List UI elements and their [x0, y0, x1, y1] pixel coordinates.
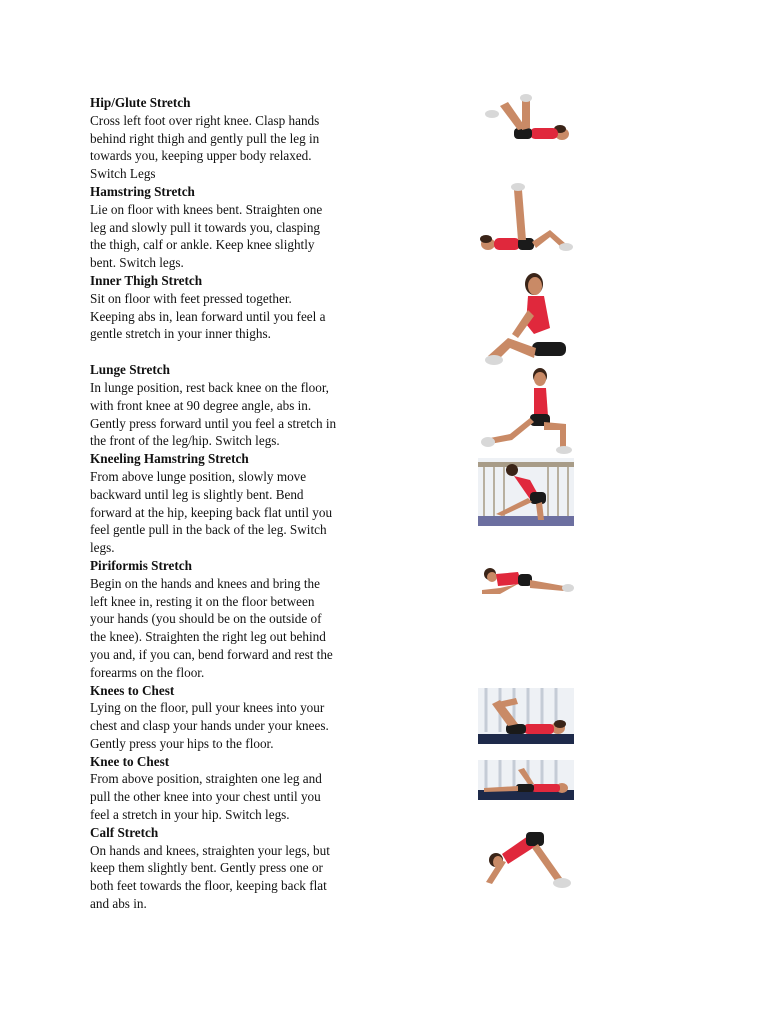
exercise-description: Cross left foot over right knee. Clasp hands behind right thigh and gently pull the leg in towards you, keeping upper body relaxed. Switch Legs: [90, 112, 320, 182]
exercise-description: Begin on the hands and knees and bring the left knee in, resting it on the floor between your hands (you should be on the outside of the knee). Straighten the right leg out behind you and, if you can, bend forward and rest the forearms on the floor.: [90, 575, 333, 680]
lunge-stretch-figure: [478, 366, 574, 456]
knees-to-chest-figure: [478, 688, 574, 744]
exercise-description: Sit on floor with feet pressed together. Keeping abs in, lean forward until you feel a gentle stretch in your inner thighs.: [90, 290, 326, 342]
exercise-description: Lie on floor with knees bent. Straighten one leg and slowly pull it towards you, clasping the thigh, calf or ankle. Keep knee slightly bent. Switch legs.: [90, 201, 323, 271]
exercise-title: Knee to Chest: [90, 753, 170, 769]
hip-glute-stretch-figure: [478, 92, 574, 144]
exercise-description: On hands and knees, straighten your legs, but keep them slightly bent. Gently press one or both feet towards the floor, keeping back flat and abs in.: [90, 842, 330, 912]
exercise-title: Knees to Chest: [90, 682, 175, 698]
exercise-hamstring: [90, 183, 380, 272]
exercise-title: Inner Thigh Stretch: [90, 272, 203, 288]
kneeling-hamstring-stretch-figure: [478, 458, 574, 526]
inner-thigh-stretch-figure: [478, 268, 574, 370]
calf-stretch-figure: [478, 828, 574, 892]
exercise-knee-to-chest: [90, 753, 380, 824]
exercise-title: Hip/Glute Stretch: [90, 95, 191, 110]
spacer: [90, 343, 380, 361]
exercise-description: In lunge position, rest back knee on the floor, with front knee at 90 degree angle, abs in. Gently press forward until you feel a stretch in the front of the leg/hip. Switch legs.: [90, 379, 337, 449]
exercise-lunge: [90, 361, 380, 450]
knee-to-chest-figure: [478, 760, 574, 800]
exercise-title: Lunge Stretch: [90, 362, 170, 378]
exercise-title: Calf Stretch: [90, 824, 159, 840]
hamstring-stretch-figure: [478, 180, 574, 256]
exercise-list: [90, 94, 380, 913]
exercise-title: Hamstring Stretch: [90, 183, 195, 199]
exercise-knees-to-chest: [90, 682, 380, 753]
exercise-calf: [90, 824, 380, 913]
exercise-piriformis: [90, 557, 380, 682]
exercise-kneeling-hamstring: [90, 450, 380, 557]
exercise-description: Lying on the floor, pull your knees into your chest and clasp your hands under your knees. Gently press your hips to the floor.: [90, 700, 329, 751]
exercise-title: Piriformis Stretch: [90, 557, 192, 573]
exercise-title: Kneeling Hamstring Stretch: [90, 451, 249, 467]
exercise-hip-glute: [90, 94, 380, 183]
exercise-description: From above lunge position, slowly move backward until leg is slightly bent. Bend forward at the hip, keeping back flat until you feel gentle pull in the back of the leg. Switch legs.: [90, 468, 333, 556]
piriformis-stretch-figure: [478, 560, 574, 602]
exercise-inner-thigh: [90, 272, 380, 343]
exercise-description: From above position, straighten one leg and pull the other knee into your chest until you feel a stretch in your hip. Switch legs.: [90, 771, 322, 823]
